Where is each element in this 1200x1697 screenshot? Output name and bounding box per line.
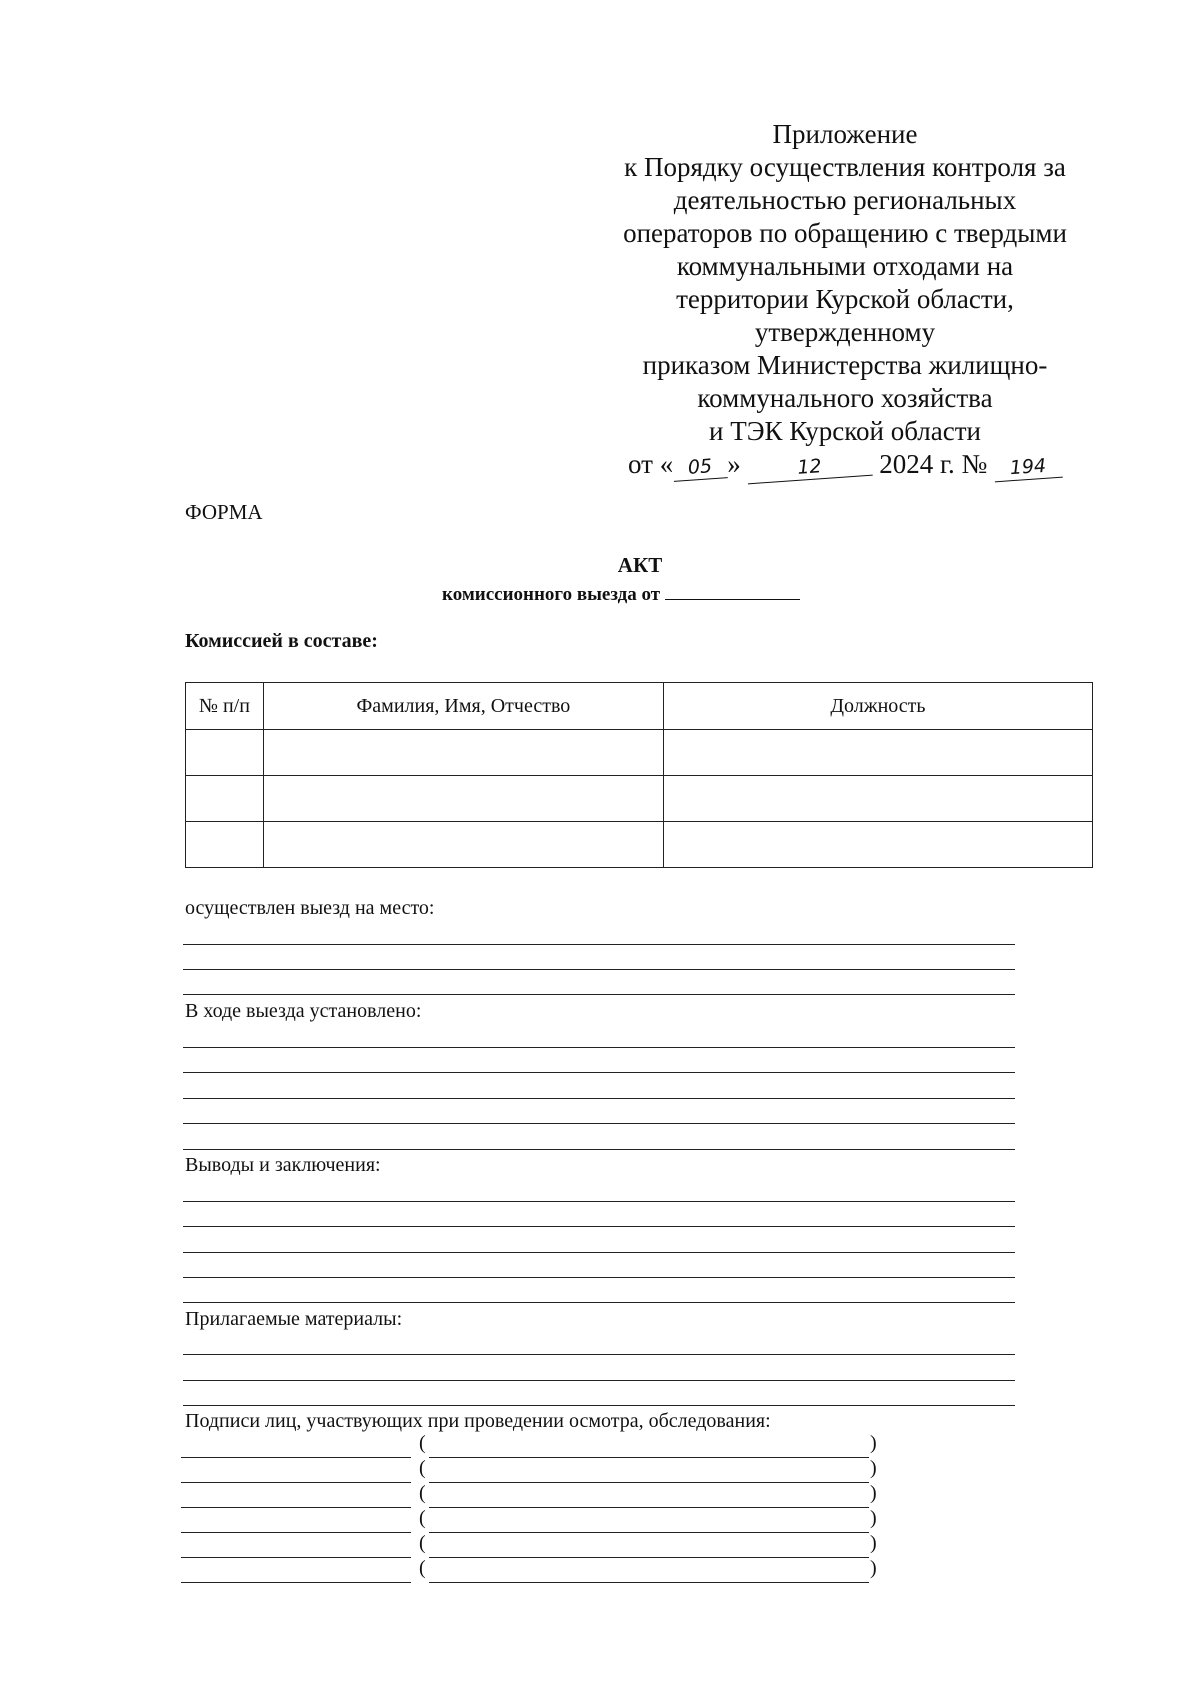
fill-line[interactable] — [183, 1252, 1015, 1253]
established-label: В ходе выезда установлено: — [185, 1000, 422, 1022]
table-cell[interactable] — [263, 730, 663, 776]
paren-open: ( — [419, 1557, 426, 1579]
signatures-label: Подписи лиц, участвующих при проведении осмотра, обследования: — [185, 1410, 771, 1432]
table-row — [186, 822, 1093, 868]
date-prefix: от « — [628, 449, 674, 479]
visit-label: осуществлен выезд на место: — [185, 897, 435, 919]
signature-line[interactable] — [181, 1532, 411, 1533]
signature-line[interactable] — [181, 1457, 411, 1458]
signature-name-line[interactable] — [429, 1582, 869, 1583]
fill-line[interactable] — [183, 1405, 1015, 1406]
appendix-line: к Порядку осуществления контроля за — [624, 152, 1066, 182]
appendix-line: Приложение — [772, 119, 918, 149]
fill-line[interactable] — [183, 1123, 1015, 1124]
fill-line[interactable] — [183, 1277, 1015, 1278]
conclusions-label: Выводы и заключения: — [185, 1154, 381, 1176]
appendix-line: деятельностью региональных — [673, 185, 1017, 215]
form-label: ФОРМА — [185, 500, 263, 524]
act-subtitle — [442, 581, 800, 606]
signature-name-line[interactable] — [429, 1507, 869, 1508]
fill-line[interactable] — [183, 1226, 1015, 1227]
table-cell[interactable] — [263, 776, 663, 822]
paren-open: ( — [419, 1432, 426, 1454]
appendix-line: приказом Министерства жилищно- — [642, 350, 1048, 380]
act-title: АКТ — [617, 553, 663, 577]
table-cell[interactable] — [663, 730, 1092, 776]
fill-line[interactable] — [183, 1380, 1015, 1381]
signature-line[interactable] — [181, 1507, 411, 1508]
paren-close: ) — [870, 1432, 877, 1454]
signature-name-line[interactable] — [429, 1482, 869, 1483]
paren-close: ) — [870, 1457, 877, 1479]
appendix-block — [600, 118, 1090, 481]
table-row — [186, 730, 1093, 776]
signature-line[interactable] — [181, 1482, 411, 1483]
order-date-line — [600, 448, 1090, 481]
header-position: Должность — [663, 683, 1092, 730]
signature-name-line[interactable] — [429, 1457, 869, 1458]
handwritten-month: 12 — [747, 451, 873, 485]
appendix-line: коммунального хозяйства — [697, 383, 993, 413]
fill-line[interactable] — [183, 1047, 1015, 1048]
table-header-row — [186, 683, 1093, 730]
signature-line[interactable] — [181, 1557, 411, 1558]
date-year-number: 2024 г. № — [879, 449, 988, 479]
table-cell[interactable] — [663, 822, 1092, 868]
appendix-line: коммунальными отходами на — [676, 251, 1014, 281]
fill-line[interactable] — [183, 1149, 1015, 1150]
signature-name-line[interactable] — [429, 1532, 869, 1533]
table-row — [186, 776, 1093, 822]
fill-line[interactable] — [183, 969, 1015, 970]
paren-close: ) — [870, 1507, 877, 1529]
commission-members-table — [185, 682, 1093, 868]
table-cell[interactable] — [186, 730, 264, 776]
table-cell[interactable] — [186, 776, 264, 822]
paren-close: ) — [870, 1482, 877, 1504]
appendix-line: операторов по обращению с твердыми — [623, 218, 1067, 248]
fill-line[interactable] — [183, 1354, 1015, 1355]
paren-open: ( — [419, 1532, 426, 1554]
signature-row — [181, 1482, 877, 1508]
handwritten-order-number: 194 — [993, 453, 1063, 483]
signature-row — [181, 1532, 877, 1558]
act-date-blank[interactable] — [665, 581, 800, 600]
handwritten-day: 05 — [672, 453, 728, 482]
table-cell[interactable] — [663, 776, 1092, 822]
fill-line[interactable] — [183, 1201, 1015, 1202]
paren-close: ) — [870, 1557, 877, 1579]
appendix-line: и ТЭК Курской области — [709, 416, 981, 446]
appendix-line: утвержденному — [754, 317, 936, 347]
fill-line[interactable] — [183, 944, 1015, 945]
paren-open: ( — [419, 1507, 426, 1529]
signature-row — [181, 1457, 877, 1483]
date-day-close: » — [727, 449, 741, 479]
act-subtitle-text: комиссионного выезда от — [442, 584, 661, 605]
signature-row — [181, 1432, 877, 1458]
paren-open: ( — [419, 1482, 426, 1504]
signature-row — [181, 1507, 877, 1533]
paren-close: ) — [870, 1532, 877, 1554]
fill-line[interactable] — [183, 1098, 1015, 1099]
commission-label: Комиссией в составе: — [185, 630, 378, 652]
attachments-label: Прилагаемые материалы: — [185, 1308, 403, 1330]
header-number: № п/п — [186, 683, 264, 730]
fill-line[interactable] — [183, 1072, 1015, 1073]
signature-line[interactable] — [181, 1582, 411, 1583]
signature-row — [181, 1557, 877, 1583]
paren-open: ( — [419, 1457, 426, 1479]
fill-line[interactable] — [183, 994, 1015, 995]
appendix-line: территории Курской области, — [676, 284, 1014, 314]
header-full-name: Фамилия, Имя, Отчество — [263, 683, 663, 730]
fill-line[interactable] — [183, 1302, 1015, 1303]
table-cell[interactable] — [186, 822, 264, 868]
signature-name-line[interactable] — [429, 1557, 869, 1558]
table-cell[interactable] — [263, 822, 663, 868]
